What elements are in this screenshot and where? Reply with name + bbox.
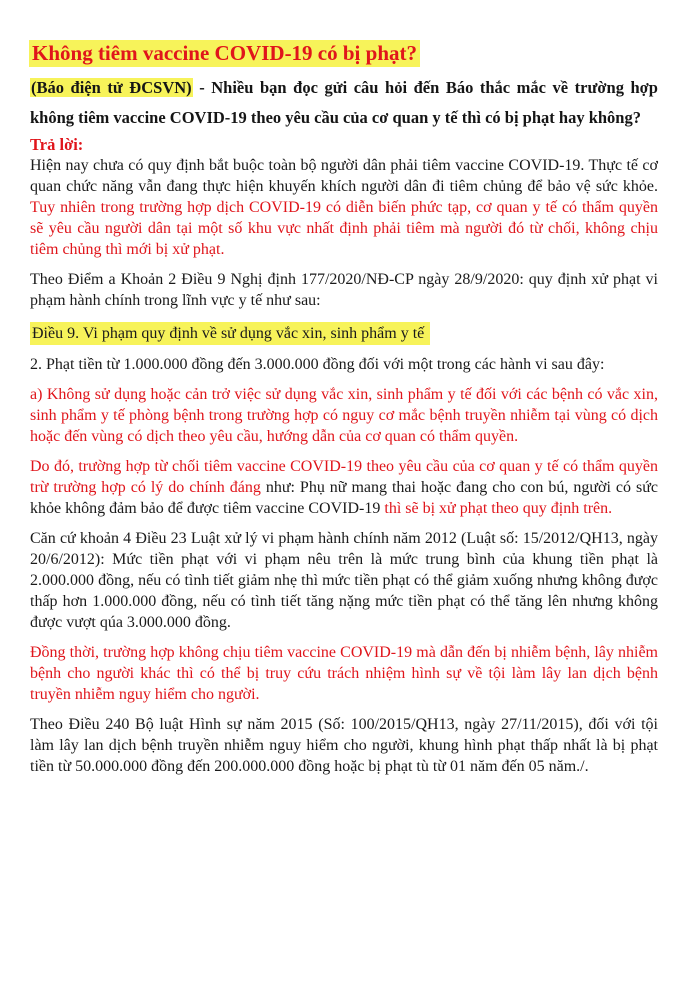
paragraph-intro-red: Tuy nhiên trong trường hợp dịch COVID-19 có diễn biến phức tạp, cơ quan y tế có thẩm quyền sẽ yêu cầu người dân tại một số khu vực nhất định phải tiêm mà người đó từ chối, không chịu tiêm chủng thì mới bị xử phạt. <box>30 199 658 258</box>
paragraph-conclusion-red-1: Do đó, trường hợp từ chối tiêm vaccine COVID-19 theo yêu cầu của cơ quan y tế có thẩm quyền trừ trường hợp có lý do chính đáng <box>30 458 658 496</box>
paragraph-conclusion <box>30 456 658 519</box>
article-heading: Điều 9. Vi phạm quy định về sử dụng vắc xin, sinh phẩm y tế <box>30 322 430 345</box>
article-title: Không tiêm vaccine COVID-19 có bị phạt? <box>29 40 420 67</box>
source-label: (Báo điện tử ĐCSVN) <box>31 78 192 97</box>
answer-label: Trả lời: <box>30 135 84 154</box>
paragraph-criminal: Đồng thời, trường hợp không chịu tiêm vaccine COVID-19 mà dẫn đến bị nhiễm bệnh, lây nhiễm bệnh cho người khác thì có thể bị truy cứu trách nhiệm hình sự về tội làm lây lan dịch bệnh truyền nhiễm nguy hiểm cho người. <box>30 644 658 703</box>
paragraph-intro <box>30 155 658 260</box>
lead-paragraph <box>30 73 658 133</box>
paragraph-conclusion-normal: như: Phụ nữ mang thai hoặc đang cho con bú, người có sức khỏe không đảm bảo để được tiêm vaccine COVID-19 <box>30 479 658 517</box>
paragraph-clause-a: a) Không sử dụng hoặc cản trở việc sử dụng vắc xin, sinh phẩm y tế đối với các bệnh có vắc xin, sinh phẩm y tế phòng bệnh trong trường hợp có nguy cơ mắc bệnh truyền nhiễm tại vùng có dịch hoặc đến vùng có dịch theo yêu cầu, hướng dẫn của cơ quan có thẩm quyền. <box>30 386 658 445</box>
paragraph-law-basis: Căn cứ khoản 4 Điều 23 Luật xử lý vi phạm hành chính năm 2012 (Luật số: 15/2012/QH13, ngày 20/6/2012): Mức tiền phạt với vi phạm nêu trên là mức trung bình của khung tiền phạt là 2.000.000 đồng, nếu có tình tiết giảm nhẹ thì mức tiền phạt có thể giảm xuống nhưng không được thấp hơn 1.000.000 đồng, nếu có tình tiết tăng nặng mức tiền phạt có thể tăng lên nhưng không được vượt qúa 3.000.000 đồng. <box>30 530 658 631</box>
lead-text: - Nhiều bạn đọc gửi câu hỏi đến Báo thắc mắc về trường hợp không tiêm vaccine COVID-19 theo yêu cầu của cơ quan y tế thì có bị phạt hay không? <box>30 78 658 127</box>
paragraph-conclusion-red-2: thì sẽ bị xử phạt theo quy định trên. <box>384 500 613 517</box>
paragraph-fine: 2. Phạt tiền từ 1.000.000 đồng đến 3.000.000 đồng đối với một trong các hành vi sau đây: <box>30 356 605 373</box>
paragraph-intro-normal: Hiện nay chưa có quy định bắt buộc toàn bộ người dân phải tiêm vaccine COVID-19. Thực tế cơ quan chức năng vẫn đang thực hiện khuyến khích người dân đi tiêm chủng để bảo vệ sức khỏe. <box>30 157 658 195</box>
paragraph-penal-code: Theo Điều 240 Bộ luật Hình sự năm 2015 (Số: 100/2015/QH13, ngày 27/11/2015), đối với tội làm lây lan dịch bệnh truyền nhiễm nguy hiểm cho người, khung hình phạt thấp nhất là bị phạt tiền từ 50.000.000 đồng đến 200.000.000 đồng hoặc bị phạt tù từ 01 năm đến 05 năm./. <box>30 716 658 775</box>
document-page <box>30 40 658 786</box>
paragraph-decree: Theo Điểm a Khoản 2 Điều 9 Nghị định 177/2020/NĐ-CP ngày 28/9/2020: quy định xử phạt vi phạm hành chính trong lĩnh vực y tế như sau: <box>30 271 658 309</box>
